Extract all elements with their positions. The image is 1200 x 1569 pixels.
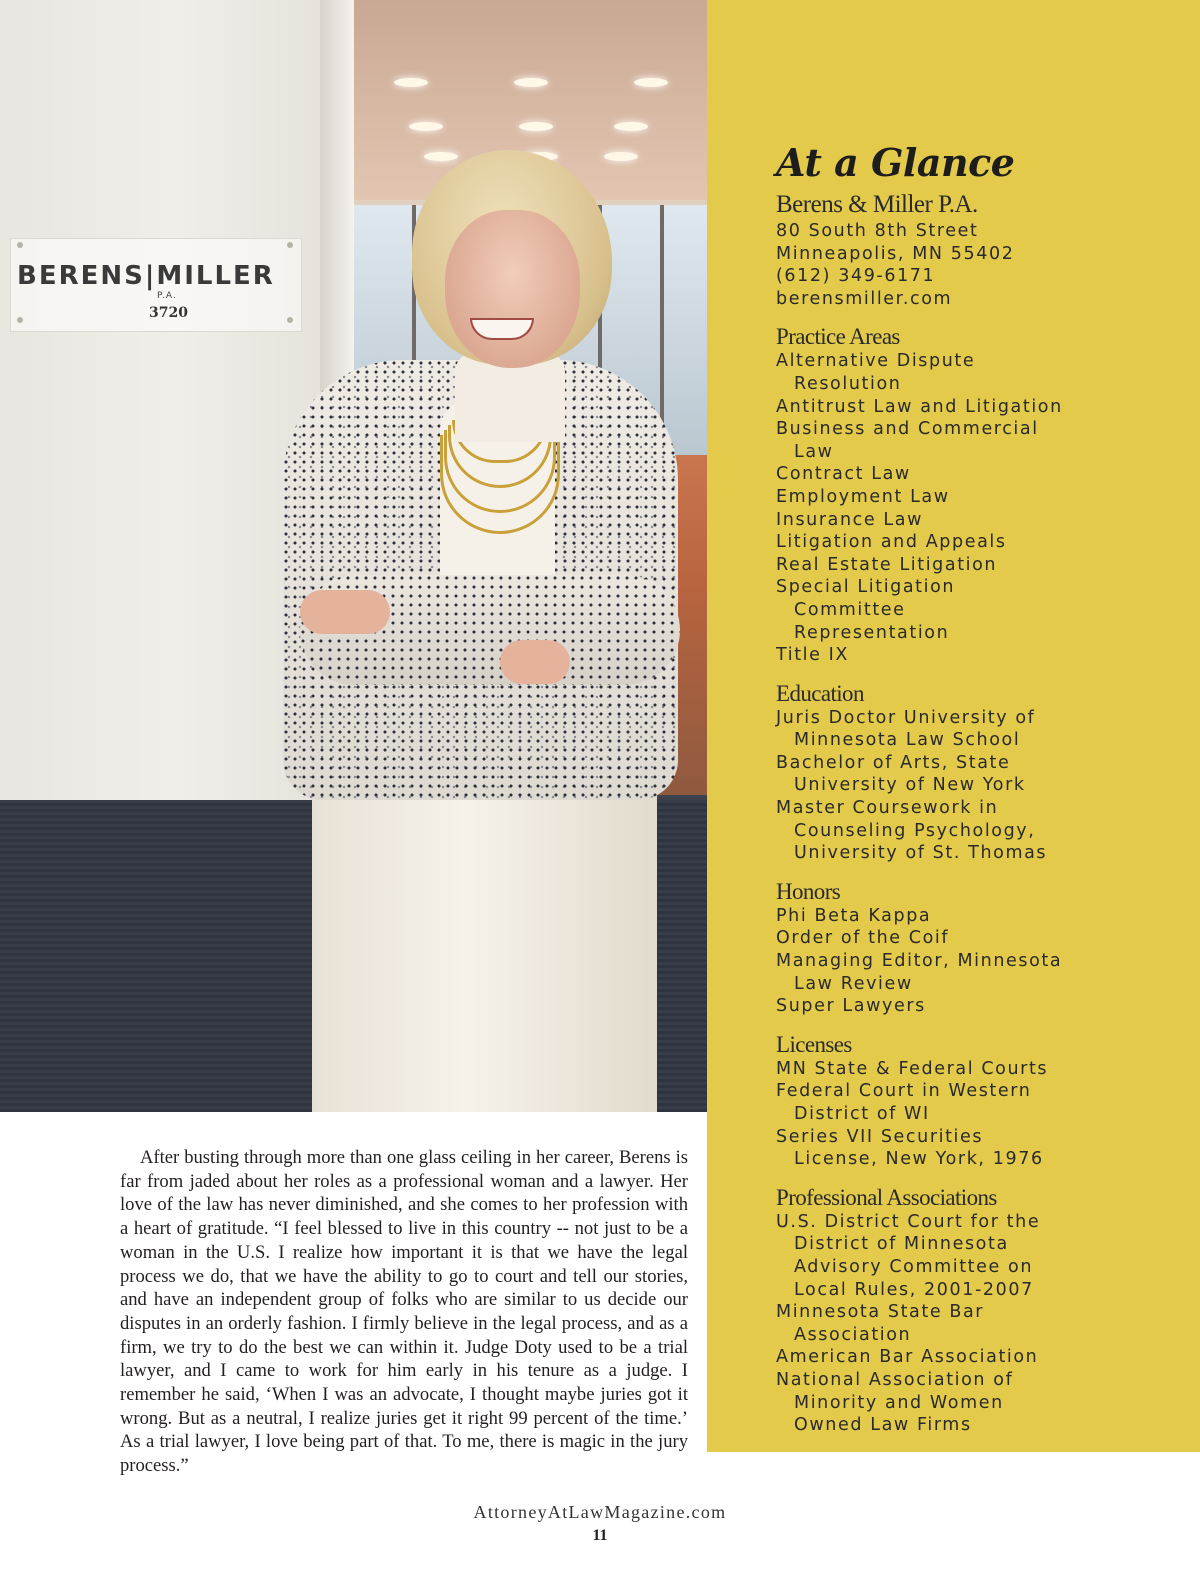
sign-pa: P.A. <box>157 291 177 301</box>
face <box>445 210 580 368</box>
glance-sections <box>776 324 1176 1436</box>
section-line: Minority and Women <box>794 1392 1004 1413</box>
section-line: Master Coursework in <box>776 798 999 819</box>
section-line: Special Litigation <box>776 577 956 598</box>
section-line: American Bar Association <box>776 1347 1039 1368</box>
attorney-figure <box>0 0 707 1112</box>
section-line: District of Minnesota <box>794 1234 1009 1255</box>
address-line: 80 South 8th Street <box>776 221 979 241</box>
footer-url: AttorneyAtLawMagazine.com <box>473 1502 727 1522</box>
section-line: Committee <box>794 599 906 620</box>
section-line: Phi Beta Kappa <box>776 905 932 926</box>
section-line: Owned Law Firms <box>794 1415 972 1436</box>
section-line: Antitrust Law and Litigation <box>776 396 1063 417</box>
section-line: Alternative Dispute <box>776 351 976 372</box>
address-line: berensmiller.com <box>776 288 953 309</box>
section-line: Law Review <box>794 973 913 994</box>
section-line: Litigation and Appeals <box>776 532 1007 553</box>
section-line: Contract Law <box>776 464 911 485</box>
glance-section <box>776 681 1176 865</box>
section-line: National Association of <box>776 1369 1014 1390</box>
section-line: Minnesota State Bar <box>776 1302 985 1323</box>
section-line: MN State & Federal Courts <box>776 1058 1049 1079</box>
section-heading: Honors <box>776 878 841 904</box>
section-line: Managing Editor, Minnesota <box>776 951 1063 972</box>
section-heading: Licenses <box>776 1031 852 1057</box>
glance-section <box>776 1032 1176 1171</box>
section-line: Local Rules, 2001-2007 <box>794 1279 1034 1300</box>
section-line: University of New York <box>794 775 1026 796</box>
section-line: U.S. District Court for the <box>776 1211 1041 1232</box>
section-line: Employment Law <box>776 486 950 507</box>
section-heading: Practice Areas <box>776 324 900 350</box>
article-paragraph: After busting through more than one glass ceiling in her career, Berens is far from jaded about her roles as a professional woman and a lawyer. Her love of the law has never diminished, and she comes to her profession with a heart of gratitude. “I feel blessed to live in this country -- not just to be a woman in the U.S. I realize how important it is that we have the legal process we do, that we have the ability to go to court and tell our stories, and have an independent group of folks who are similar to us decide our disputes in an orderly fashion. I firmly believe in the legal process, and as a firm, we try to do the best we can within it. Judge Doty used to be a trial lawyer, and I came to work for him early in his tenure as a judge. I remember he said, ‘When I was an advocate, I thought maybe juries got it wrong. But as a neutral, I realize juries get it right 99 percent of the time.’ As a trial lawyer, I love being part of that. To me, there is magic in the jury process.” <box>120 1147 688 1477</box>
portrait-photo <box>0 0 707 1112</box>
address-line: (612) 349-6171 <box>776 266 936 287</box>
glance-title: At a Glance <box>776 140 1015 185</box>
sign-suite-number: 3720 <box>149 305 188 321</box>
section-line: Super Lawyers <box>776 996 926 1017</box>
section-heading: Education <box>776 680 864 706</box>
sign-firm-name: BERENS|MILLER <box>17 261 275 291</box>
section-line: Federal Court in Western <box>776 1081 1032 1102</box>
section-line: Juris Doctor University of <box>776 707 1036 728</box>
section-heading: Professional Associations <box>776 1184 997 1210</box>
section-line: Order of the Coif <box>776 928 950 949</box>
section-line: Insurance Law <box>776 509 924 530</box>
section-line: Resolution <box>794 373 902 394</box>
section-line: Title IX <box>776 645 850 666</box>
section-line: University of St. Thomas <box>794 843 1048 864</box>
address-line: Minneapolis, MN 55402 <box>776 243 1015 264</box>
glance-content <box>776 190 1176 1437</box>
section-line: Representation <box>794 622 950 643</box>
section-line: Real Estate Litigation <box>776 554 998 575</box>
glance-section <box>776 324 1176 666</box>
section-line: License, New York, 1976 <box>794 1149 1044 1170</box>
section-line: District of WI <box>794 1104 930 1124</box>
hand <box>500 640 570 684</box>
firm-name: Berens & Miller P.A. <box>776 191 978 218</box>
section-line: Law <box>794 441 834 462</box>
section-line: Series VII Securities <box>776 1126 984 1147</box>
page-number: 11 <box>592 1527 608 1544</box>
hand <box>300 590 390 634</box>
glance-section <box>776 1185 1176 1437</box>
section-line: Minnesota Law School <box>794 730 1021 751</box>
section-line: Business and Commercial <box>776 419 1039 440</box>
section-line: Advisory Committee on <box>794 1256 1034 1277</box>
firm-address <box>776 220 1176 310</box>
section-line: Bachelor of Arts, State <box>776 752 1011 773</box>
glance-section <box>776 879 1176 1018</box>
section-line: Association <box>794 1324 912 1345</box>
section-line: Counseling Psychology, <box>794 820 1036 841</box>
